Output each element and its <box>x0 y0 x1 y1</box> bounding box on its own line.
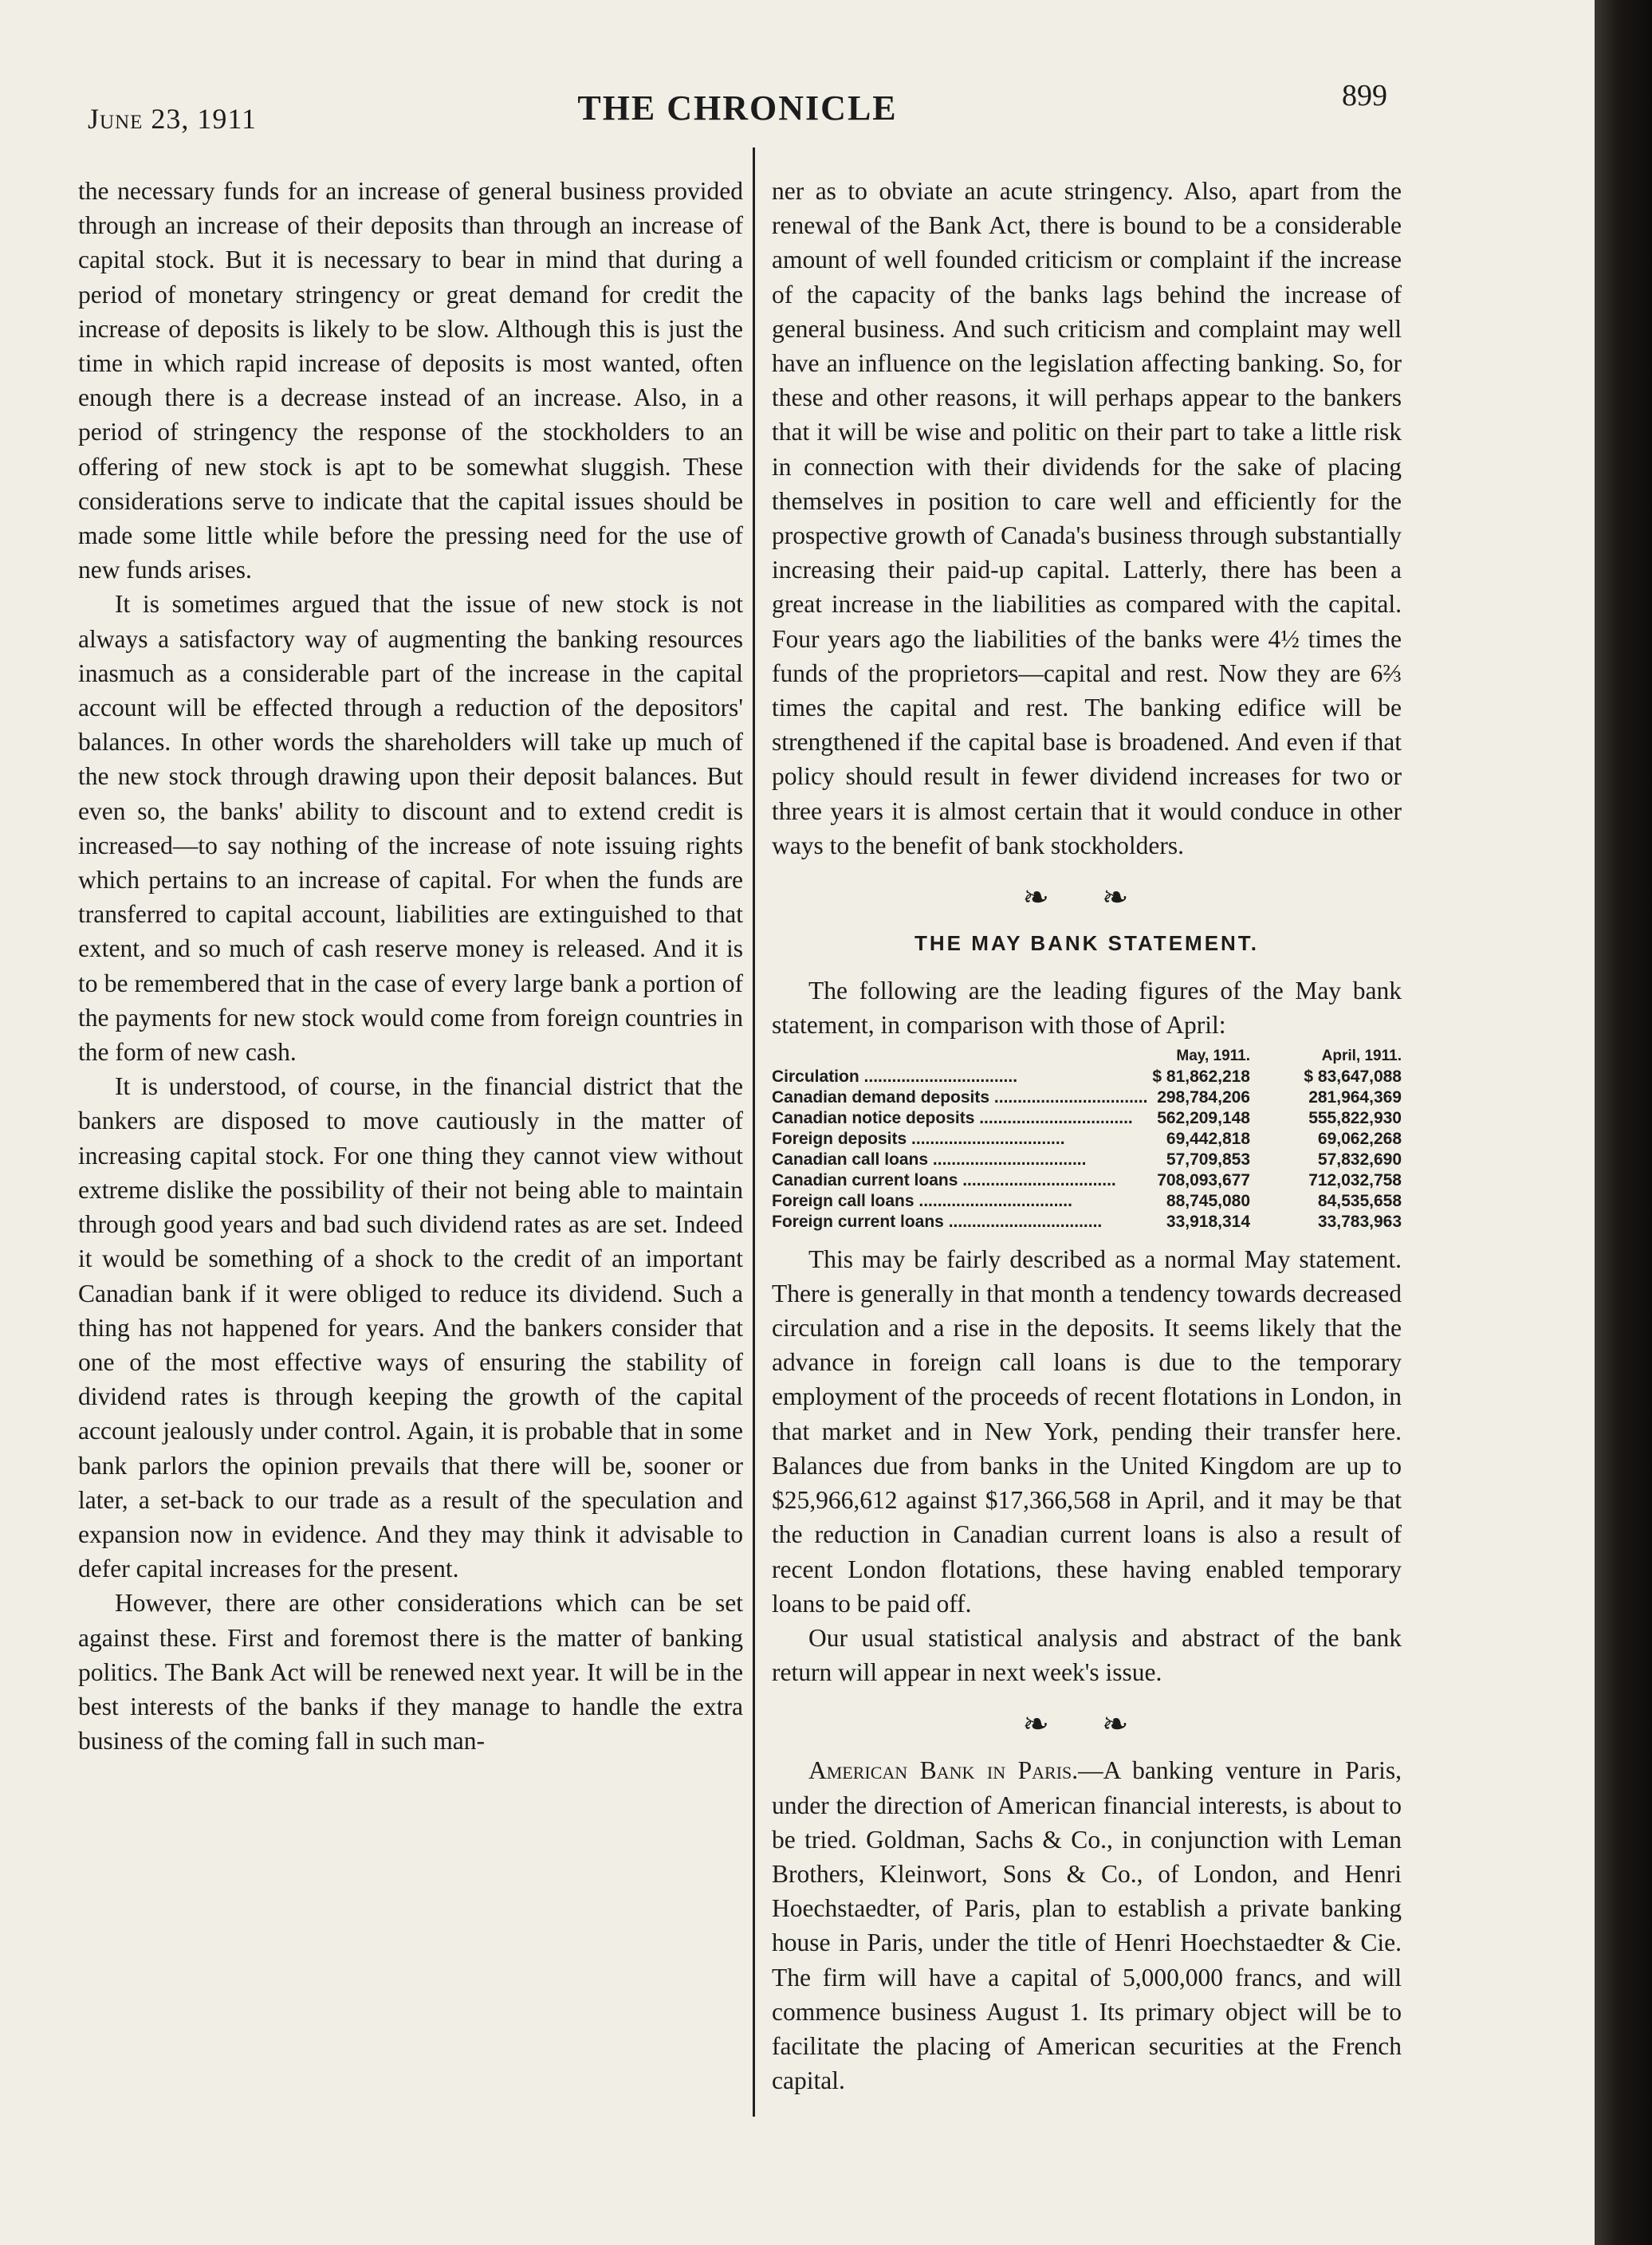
may-value: 69,442,818 <box>1166 1129 1250 1148</box>
april-value: 555,822,930 <box>1308 1108 1402 1127</box>
row-label: Circulation ................................. <box>772 1067 1018 1086</box>
column-header-april: April, 1911. <box>1321 1047 1402 1064</box>
book-edge <box>1595 0 1652 2245</box>
april-value: 712,032,758 <box>1308 1170 1402 1189</box>
paragraph: It is understood, of course, in the financial district that the bankers are disposed to move cautiously in the matter of increasing capital stock. For one thing they cannot view without extreme dislike the possibility of their not being able to maintain through good years and bad such dividend rates as are set. Indeed it would be something of a shock to the credit of an important Canadian bank if it were obliged to reduce its dividend. Such a thing has not happened for years. And the bankers consider that one of the most effective ways of ensuring the stability of dividend rates is through keeping the growth of the capital account jealously under control. Again, it is probable that in some bank parlors the opinion prevails that there will be, sooner or later, a set-back to our trade as a result of the speculation and expansion now in evidence. And they may think it advisable to defer capital increases for the present. <box>78 1072 743 1583</box>
row-label: Canadian current loans ................................. <box>772 1170 1116 1189</box>
row-label: Canadian call loans ................................. <box>772 1150 1087 1169</box>
table-row <box>772 1108 1402 1129</box>
section-title: THE MAY BANK STATEMENT. <box>914 931 1260 956</box>
table-intro: The following are the leading figures of the May bank statement, in comparison with those of April: <box>772 977 1402 1040</box>
left-column <box>78 174 743 1758</box>
may-value: 33,918,314 <box>1166 1212 1250 1231</box>
april-value: 33,783,963 <box>1317 1212 1402 1231</box>
news-item <box>772 1753 1402 2098</box>
publication-title: THE CHRONICLE <box>577 88 898 128</box>
issue-date: June 23, 1911 <box>88 103 258 135</box>
column-divider <box>753 147 755 2117</box>
may-value: 88,745,080 <box>1166 1191 1250 1210</box>
row-label: Foreign call loans ................................. <box>772 1191 1072 1210</box>
row-label: Foreign current loans ................................. <box>772 1212 1103 1231</box>
page-header <box>88 70 1387 134</box>
table-row <box>772 1129 1402 1150</box>
paragraph: This may be fairly described as a normal May statement. There is generally in that month a tendency towards decreased circulation and a rise in the deposits. It seems likely that the advance in foreign call loans is due to the temporary employment of the proceeds of recent flotations in London, in that market and in New York, pending their transfer here. Balances due from banks in the United Kingdom are up to $25,966,612 against $17,366,568 in April, and it may be that the reduction in Canadian current loans is also a result of recent London flotations, these having enabled temporary loans to be paid off. <box>772 1244 1402 1618</box>
section-ornament: ❧ ❧ <box>1022 879 1151 916</box>
table-row <box>772 1212 1402 1233</box>
table-row <box>772 1087 1402 1108</box>
table-header <box>772 1046 1402 1067</box>
news-item-text: —A banking venture in Paris, under the direction of American financial interests, is about to be tried. Goldman, Sachs & Co., in conjunction with Leman Brothers, Kleinwort, Sons & Co., of London, and Henri Hoechstaedter, of Paris, plan to establish a private banking house in Paris, under the title of Henri Hoechstaedter & Cie. The firm will have a capital of 5,000,000 francs, and will commence business August 1. Its primary object will be to facilitate the placing of American securities at the French capital. <box>772 1756 1402 2095</box>
page-number: 899 <box>1342 79 1387 112</box>
right-column <box>772 174 1402 2098</box>
may-value: 57,709,853 <box>1166 1150 1250 1169</box>
april-value: $ 83,647,088 <box>1304 1067 1402 1086</box>
row-label: Canadian notice deposits ................................. <box>772 1108 1133 1127</box>
april-value: 281,964,369 <box>1308 1087 1402 1107</box>
may-value: $ 81,862,218 <box>1152 1067 1250 1086</box>
table-row <box>772 1191 1402 1212</box>
paragraph: the necessary funds for an increase of general business provided through an increase of their deposits than through an increase of capital stock. But it is necessary to bear in mind that during a period of monetary stringency or great demand for credit the increase of deposits is likely to be slow. Although this is just the time in which rapid increase of deposits is most wanted, often enough there is a decrease instead of an increase. Also, in a period of stringency the response of the stockholders to an offering of new stock is apt to be somewhat sluggish. These considerations serve to indicate that the capital issues should be made some little while before the pressing need for the use of new funds arises. <box>78 177 743 584</box>
table-row <box>772 1067 1402 1087</box>
table-row <box>772 1170 1402 1191</box>
may-value: 562,209,148 <box>1157 1108 1250 1127</box>
paragraph: It is sometimes argued that the issue of new stock is not always a satisfactory way of augmenting the banking resources inasmuch as a considerable part of the increase in the capital account will be effected through a reduction of the depositors' balances. In other words the shareholders will take up much of the new stock through drawing upon their deposit balances. But even so, the banks' ability to discount and to extend credit is increased—to say nothing of the increase of note issuing rights which pertains to an increase of capital. For when the funds are transferred to capital account, liabilities are extinguished to that extent, and so much of cash reserve money is released. And it is to be remembered that in the case of every large bank a portion of the payments for new stock would come from foreign countries in the form of new cash. <box>78 590 743 1067</box>
april-value: 84,535,658 <box>1317 1191 1402 1210</box>
bank-statement-table <box>772 1046 1402 1233</box>
column-header-may: May, 1911. <box>1176 1047 1250 1064</box>
row-label: Canadian demand deposits ................................. <box>772 1087 1148 1107</box>
paragraph: However, there are other considerations which can be set against these. First and foremost there is the matter of banking politics. The Bank Act will be renewed next year. It will be in the best interests of the banks if they manage to handle the extra business of the coming fall in such man- <box>78 1589 743 1756</box>
may-value: 298,784,206 <box>1157 1087 1250 1107</box>
row-label: Foreign deposits ................................. <box>772 1129 1065 1148</box>
section-ornament: ❧ ❧ <box>1022 1706 1151 1743</box>
may-value: 708,093,677 <box>1157 1170 1250 1189</box>
april-value: 69,062,268 <box>1317 1129 1402 1148</box>
news-item-heading: American Bank in Paris. <box>808 1756 1079 1785</box>
april-value: 57,832,690 <box>1317 1150 1402 1169</box>
paragraph: Our usual statistical analysis and abstract of the bank return will appear in next week's issue. <box>772 1623 1402 1687</box>
table-row <box>772 1150 1402 1170</box>
paragraph: ner as to obviate an acute stringency. Also, apart from the renewal of the Bank Act, there is bound to be a considerable amount of well founded criticism or complaint if the increase of the capacity of the banks lags behind the increase of general business. And such criticism and complaint may well have an influence on the legislation affecting banking. So, for these and other reasons, it will perhaps appear to the bankers that it will be wise and politic on their part to take a little risk in connection with their dividends for the sake of placing themselves in position to care well and efficiently for the prospective growth of Canada's business through substantially increasing their paid-up capital. Latterly, there has been a great increase in the liabilities as compared with the capital. Four years ago the liabilities of the banks were 4½ times the funds of the proprietors—capital and rest. Now they are 6⅔ times the capital and rest. The banking edifice will be strengthened if the capital base is broadened. And even if that policy should result in fewer dividend increases for two or three years it is almost certain that it would conduce in other ways to the benefit of bank stockholders. <box>772 177 1402 859</box>
